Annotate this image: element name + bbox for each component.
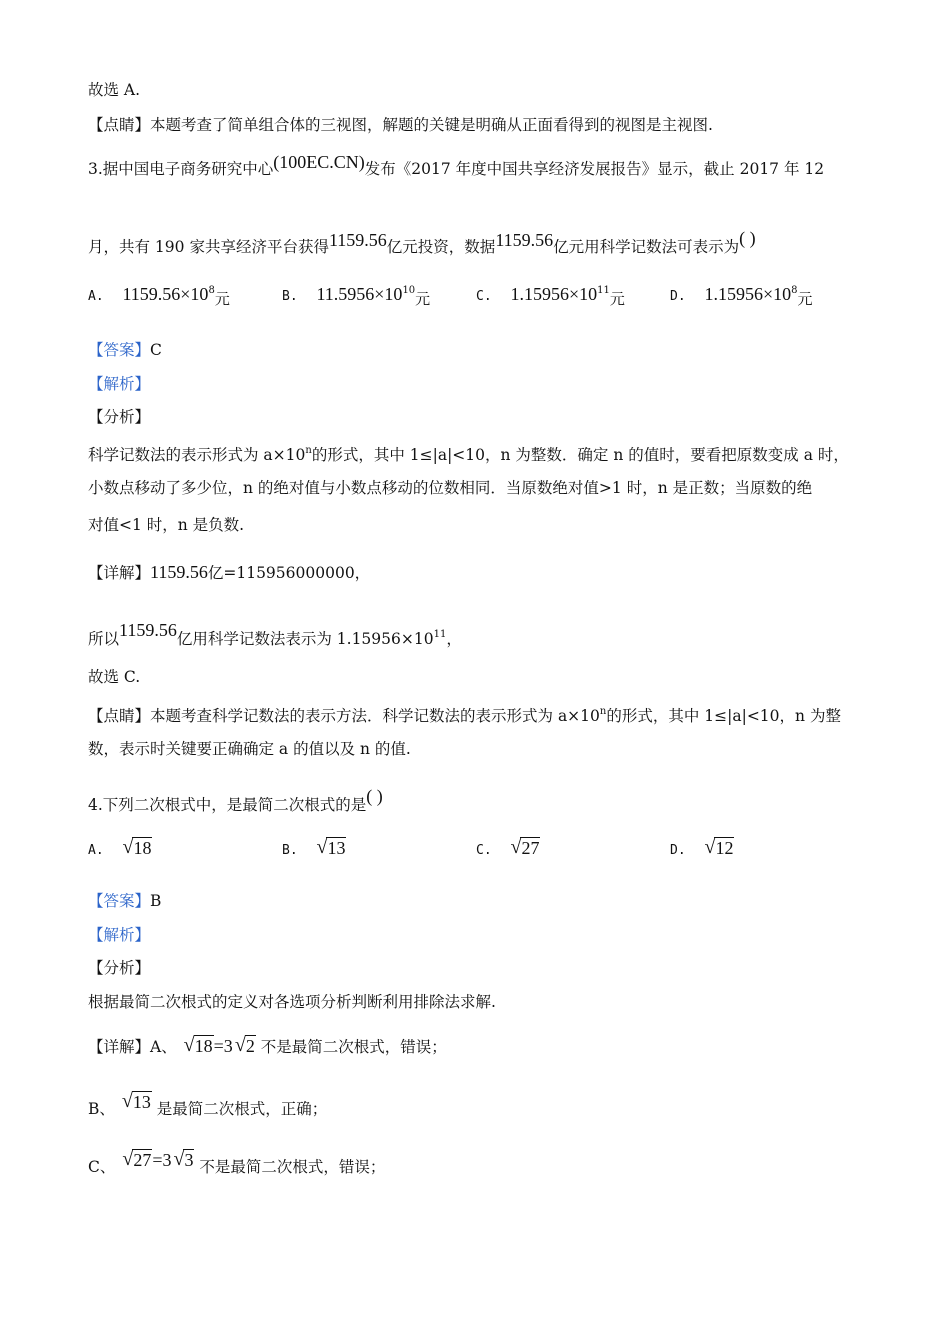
q3-analysis-tag: 【解析】 bbox=[88, 375, 151, 393]
detail-label: B、 bbox=[88, 1100, 115, 1118]
sqrt-icon: √ bbox=[510, 836, 522, 858]
equals-expression: =3 bbox=[213, 1036, 233, 1056]
option-exponent: 8 bbox=[791, 285, 798, 296]
radicand: 2 bbox=[245, 1036, 255, 1056]
sqrt-expression bbox=[122, 1092, 152, 1112]
equals-expression: =3 bbox=[152, 1150, 172, 1170]
q3-comment-line1 bbox=[88, 702, 841, 726]
option-unit: 元 bbox=[214, 290, 230, 308]
option-label: B. bbox=[282, 289, 298, 304]
radicand: 13 bbox=[132, 1092, 151, 1112]
option-unit: 元 bbox=[609, 290, 625, 308]
option-label: D. bbox=[670, 289, 686, 304]
q4-option-c bbox=[476, 838, 540, 859]
detail-text: 亿=115956000000， bbox=[207, 564, 371, 582]
option-label: A. bbox=[88, 843, 104, 858]
sqrt-expression bbox=[235, 1036, 256, 1056]
sqrt-icon: √ bbox=[121, 1090, 133, 1112]
q3-stem-text-3: 月，共有 190 家共享经济平台获得 bbox=[88, 238, 329, 256]
option-mantissa: 1.15956 bbox=[510, 284, 569, 304]
radicand: 3 bbox=[184, 1150, 194, 1170]
detail-text: 不是最简二次根式，错误； bbox=[199, 1158, 386, 1176]
sqrt-icon: √ bbox=[704, 836, 716, 858]
q4-detail-c bbox=[88, 1150, 385, 1177]
q3-answer bbox=[88, 340, 162, 360]
radicand: 27 bbox=[133, 1150, 152, 1170]
so-text-2: 亿用科学记数法表示为 1.15956×10 bbox=[176, 630, 434, 648]
q4-detail-a bbox=[88, 1036, 447, 1057]
option-times: ×10 bbox=[568, 284, 598, 304]
so-text-3: ， bbox=[446, 630, 462, 648]
sqrt-icon: √ bbox=[122, 1148, 134, 1170]
q4-fenxi: 根据最简二次根式的定义对各选项分析判断利用排除法求解. bbox=[88, 993, 496, 1011]
so-text: 所以 bbox=[88, 630, 120, 648]
sqrt-expression bbox=[704, 838, 734, 859]
fenxi-text: 科学记数法的表示形式为 a×10 bbox=[88, 446, 306, 464]
option-times: ×10 bbox=[374, 284, 403, 304]
sqrt-expression bbox=[184, 1036, 214, 1056]
option-mantissa: 1.15956 bbox=[704, 284, 763, 304]
q4-answer-blank: ( ) bbox=[366, 786, 383, 806]
option-label: D. bbox=[670, 843, 686, 858]
answer-value: B bbox=[150, 892, 162, 910]
q2-choose: 故选 A. bbox=[88, 81, 141, 99]
comment-text: 本题考查了简单组合体的三视图，解题的关键是明确从正面看得到的视图是主视图. bbox=[150, 116, 713, 134]
q4-option-a bbox=[88, 838, 152, 859]
q4-option-b bbox=[282, 838, 346, 859]
comment-tag: 【点睛】 bbox=[88, 116, 151, 134]
q3-fenxi-line2: 小数点移动了多少位，n 的绝对值与小数点移动的位数相同．当原数绝对值>1 时，n 是正数；当原数的绝 bbox=[88, 479, 813, 497]
fenxi-text-2: 的形式，其中 1≤|a|<10，n 为整数．确定 n 的值时，要看把原数变成 a 时， bbox=[311, 446, 849, 464]
option-unit: 元 bbox=[415, 290, 431, 308]
sqrt-expression bbox=[122, 838, 152, 859]
comment-text: 本题考查科学记数法的表示方法．科学记数法的表示形式为 a×10 bbox=[150, 707, 600, 725]
q3-option-c bbox=[476, 284, 625, 309]
sqrt-expression bbox=[173, 1150, 194, 1170]
answer-tag: 【答案】 bbox=[88, 892, 151, 910]
option-mantissa: 1159.56 bbox=[122, 284, 181, 304]
detail-text: 不是最简二次根式，错误； bbox=[260, 1038, 447, 1056]
q4-stem bbox=[88, 786, 383, 815]
option-label: B. bbox=[282, 843, 298, 858]
option-label: C. bbox=[476, 289, 492, 304]
radicand: 18 bbox=[133, 838, 152, 858]
q3-option-b bbox=[282, 284, 430, 309]
q3-detail bbox=[88, 562, 370, 583]
detail-tag: 【详解】 bbox=[88, 564, 151, 582]
option-label: C. bbox=[476, 843, 492, 858]
option-times: ×10 bbox=[180, 284, 209, 304]
detail-text: 是最简二次根式，正确； bbox=[156, 1100, 328, 1118]
option-exponent: 10 bbox=[402, 285, 416, 296]
sqrt-icon: √ bbox=[316, 836, 328, 858]
answer-value: C bbox=[150, 341, 162, 359]
radicand: 18 bbox=[194, 1036, 213, 1056]
so-exponent: 11 bbox=[433, 629, 447, 640]
sqrt-expression bbox=[122, 1150, 152, 1170]
q4-option-d bbox=[670, 838, 734, 859]
q3-stem-text-2: 发布《2017 年度中国共享经济发展报告》显示，截止 2017 年 12 bbox=[364, 160, 825, 178]
q4-analysis-tag: 【解析】 bbox=[88, 926, 151, 944]
q3-choose: 故选 C. bbox=[88, 668, 141, 686]
comment-exponent: n bbox=[599, 706, 607, 717]
q3-answer-blank: ( ) bbox=[739, 228, 756, 248]
q3-stem-text: 3.据中国电子商务研究中心 bbox=[88, 160, 274, 178]
detail-tag: 【详解】 bbox=[88, 1038, 151, 1056]
q3-option-d bbox=[670, 284, 812, 309]
radicand: 13 bbox=[327, 838, 346, 858]
answer-tag: 【答案】 bbox=[88, 341, 151, 359]
q3-stem-line2 bbox=[88, 228, 756, 257]
radicand: 12 bbox=[715, 838, 734, 858]
q3-comment-line2: 数，表示时关键要正确确定 a 的值以及 n 的值. bbox=[88, 740, 411, 758]
option-times: ×10 bbox=[762, 284, 792, 304]
q4-detail-b bbox=[88, 1092, 327, 1119]
sqrt-icon: √ bbox=[234, 1034, 246, 1056]
fenxi-exponent: n bbox=[305, 445, 312, 456]
q4-answer bbox=[88, 891, 161, 911]
detail-label: C、 bbox=[88, 1158, 116, 1176]
sqrt-expression bbox=[510, 838, 540, 859]
sqrt-icon: √ bbox=[183, 1034, 195, 1056]
comment-text-2: 的形式，其中 1≤|a|<10，n 为整 bbox=[606, 707, 841, 725]
q3-source-math: (100EC.CN) bbox=[273, 152, 365, 172]
q3-fenxi-tag: 【分析】 bbox=[88, 408, 151, 426]
option-exponent: 11 bbox=[597, 285, 610, 296]
q3-so bbox=[88, 620, 462, 649]
comment-tag: 【点睛】 bbox=[88, 707, 151, 725]
detail-math: 1159.56 bbox=[150, 562, 208, 582]
q3-stem-text-5: 亿元用科学记数法可表示为 bbox=[553, 238, 740, 256]
q3-stem-line1 bbox=[88, 152, 824, 179]
sqrt-icon: √ bbox=[122, 836, 134, 858]
q4-fenxi-tag: 【分析】 bbox=[88, 959, 151, 977]
so-math: 1159.56 bbox=[119, 620, 177, 640]
q4-stem-text: 4.下列二次根式中，是最简二次根式的是 bbox=[88, 796, 367, 814]
q3-fenxi-line1 bbox=[88, 441, 849, 465]
radicand: 27 bbox=[521, 838, 540, 858]
option-exponent: 8 bbox=[208, 285, 215, 296]
option-unit: 元 bbox=[797, 290, 813, 308]
q2-comment bbox=[88, 115, 713, 135]
q3-amount-math-2: 1159.56 bbox=[495, 230, 554, 250]
option-label: A. bbox=[88, 289, 104, 304]
sqrt-icon: √ bbox=[173, 1148, 185, 1170]
q3-option-a bbox=[88, 284, 230, 309]
q3-stem-text-4: 亿元投资，数据 bbox=[386, 238, 496, 256]
option-mantissa: 11.5956 bbox=[316, 284, 375, 304]
detail-label: A、 bbox=[150, 1038, 177, 1056]
q3-amount-math: 1159.56 bbox=[328, 230, 387, 250]
q3-fenxi-line3: 对值<1 时，n 是负数. bbox=[88, 516, 245, 534]
sqrt-expression bbox=[316, 838, 346, 859]
